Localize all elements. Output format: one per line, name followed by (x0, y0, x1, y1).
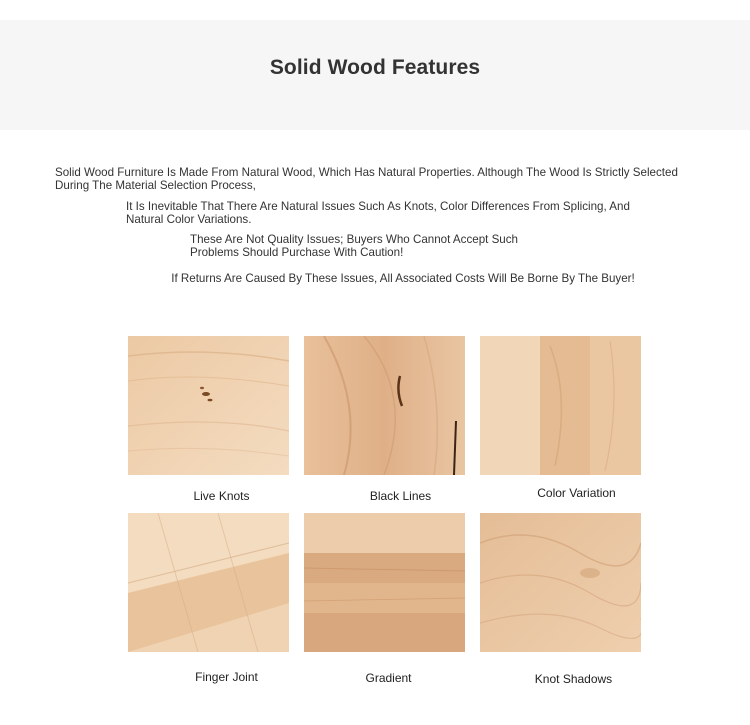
wood-color-variation-image (480, 336, 641, 475)
caption-black-lines: Black Lines (369, 489, 432, 503)
intro-paragraph-1: Solid Wood Furniture Is Made From Natural Wood, Which Has Natural Properties. Although The Wood Is Strictly Selected During The Material Selection Process, (55, 166, 678, 192)
wood-live-knots-image (128, 336, 289, 475)
wood-gradient-image (304, 513, 465, 652)
caption-color-variation: Color Variation (537, 486, 616, 500)
intro-paragraph-4: If Returns Are Caused By These Issues, All Associated Costs Will Be Borne By The Buyer! (171, 272, 635, 285)
caption-knot-shadows: Knot Shadows (534, 672, 613, 686)
header-band (0, 20, 750, 130)
page-title: Solid Wood Features (269, 56, 481, 79)
caption-gradient: Gradient (365, 671, 412, 685)
wood-knot-shadows-image (480, 513, 641, 652)
caption-finger-joint: Finger Joint (195, 670, 258, 684)
wood-finger-joint-image (128, 513, 289, 652)
intro-paragraph-2: It Is Inevitable That There Are Natural Issues Such As Knots, Color Differences From Splicing, And Natural Color Variations. (126, 200, 630, 226)
intro-paragraph-3: These Are Not Quality Issues; Buyers Who Cannot Accept Such Problems Should Purchase With Caution! (190, 233, 519, 259)
caption-live-knots: Live Knots (193, 489, 250, 503)
wood-black-lines-image (304, 336, 465, 475)
